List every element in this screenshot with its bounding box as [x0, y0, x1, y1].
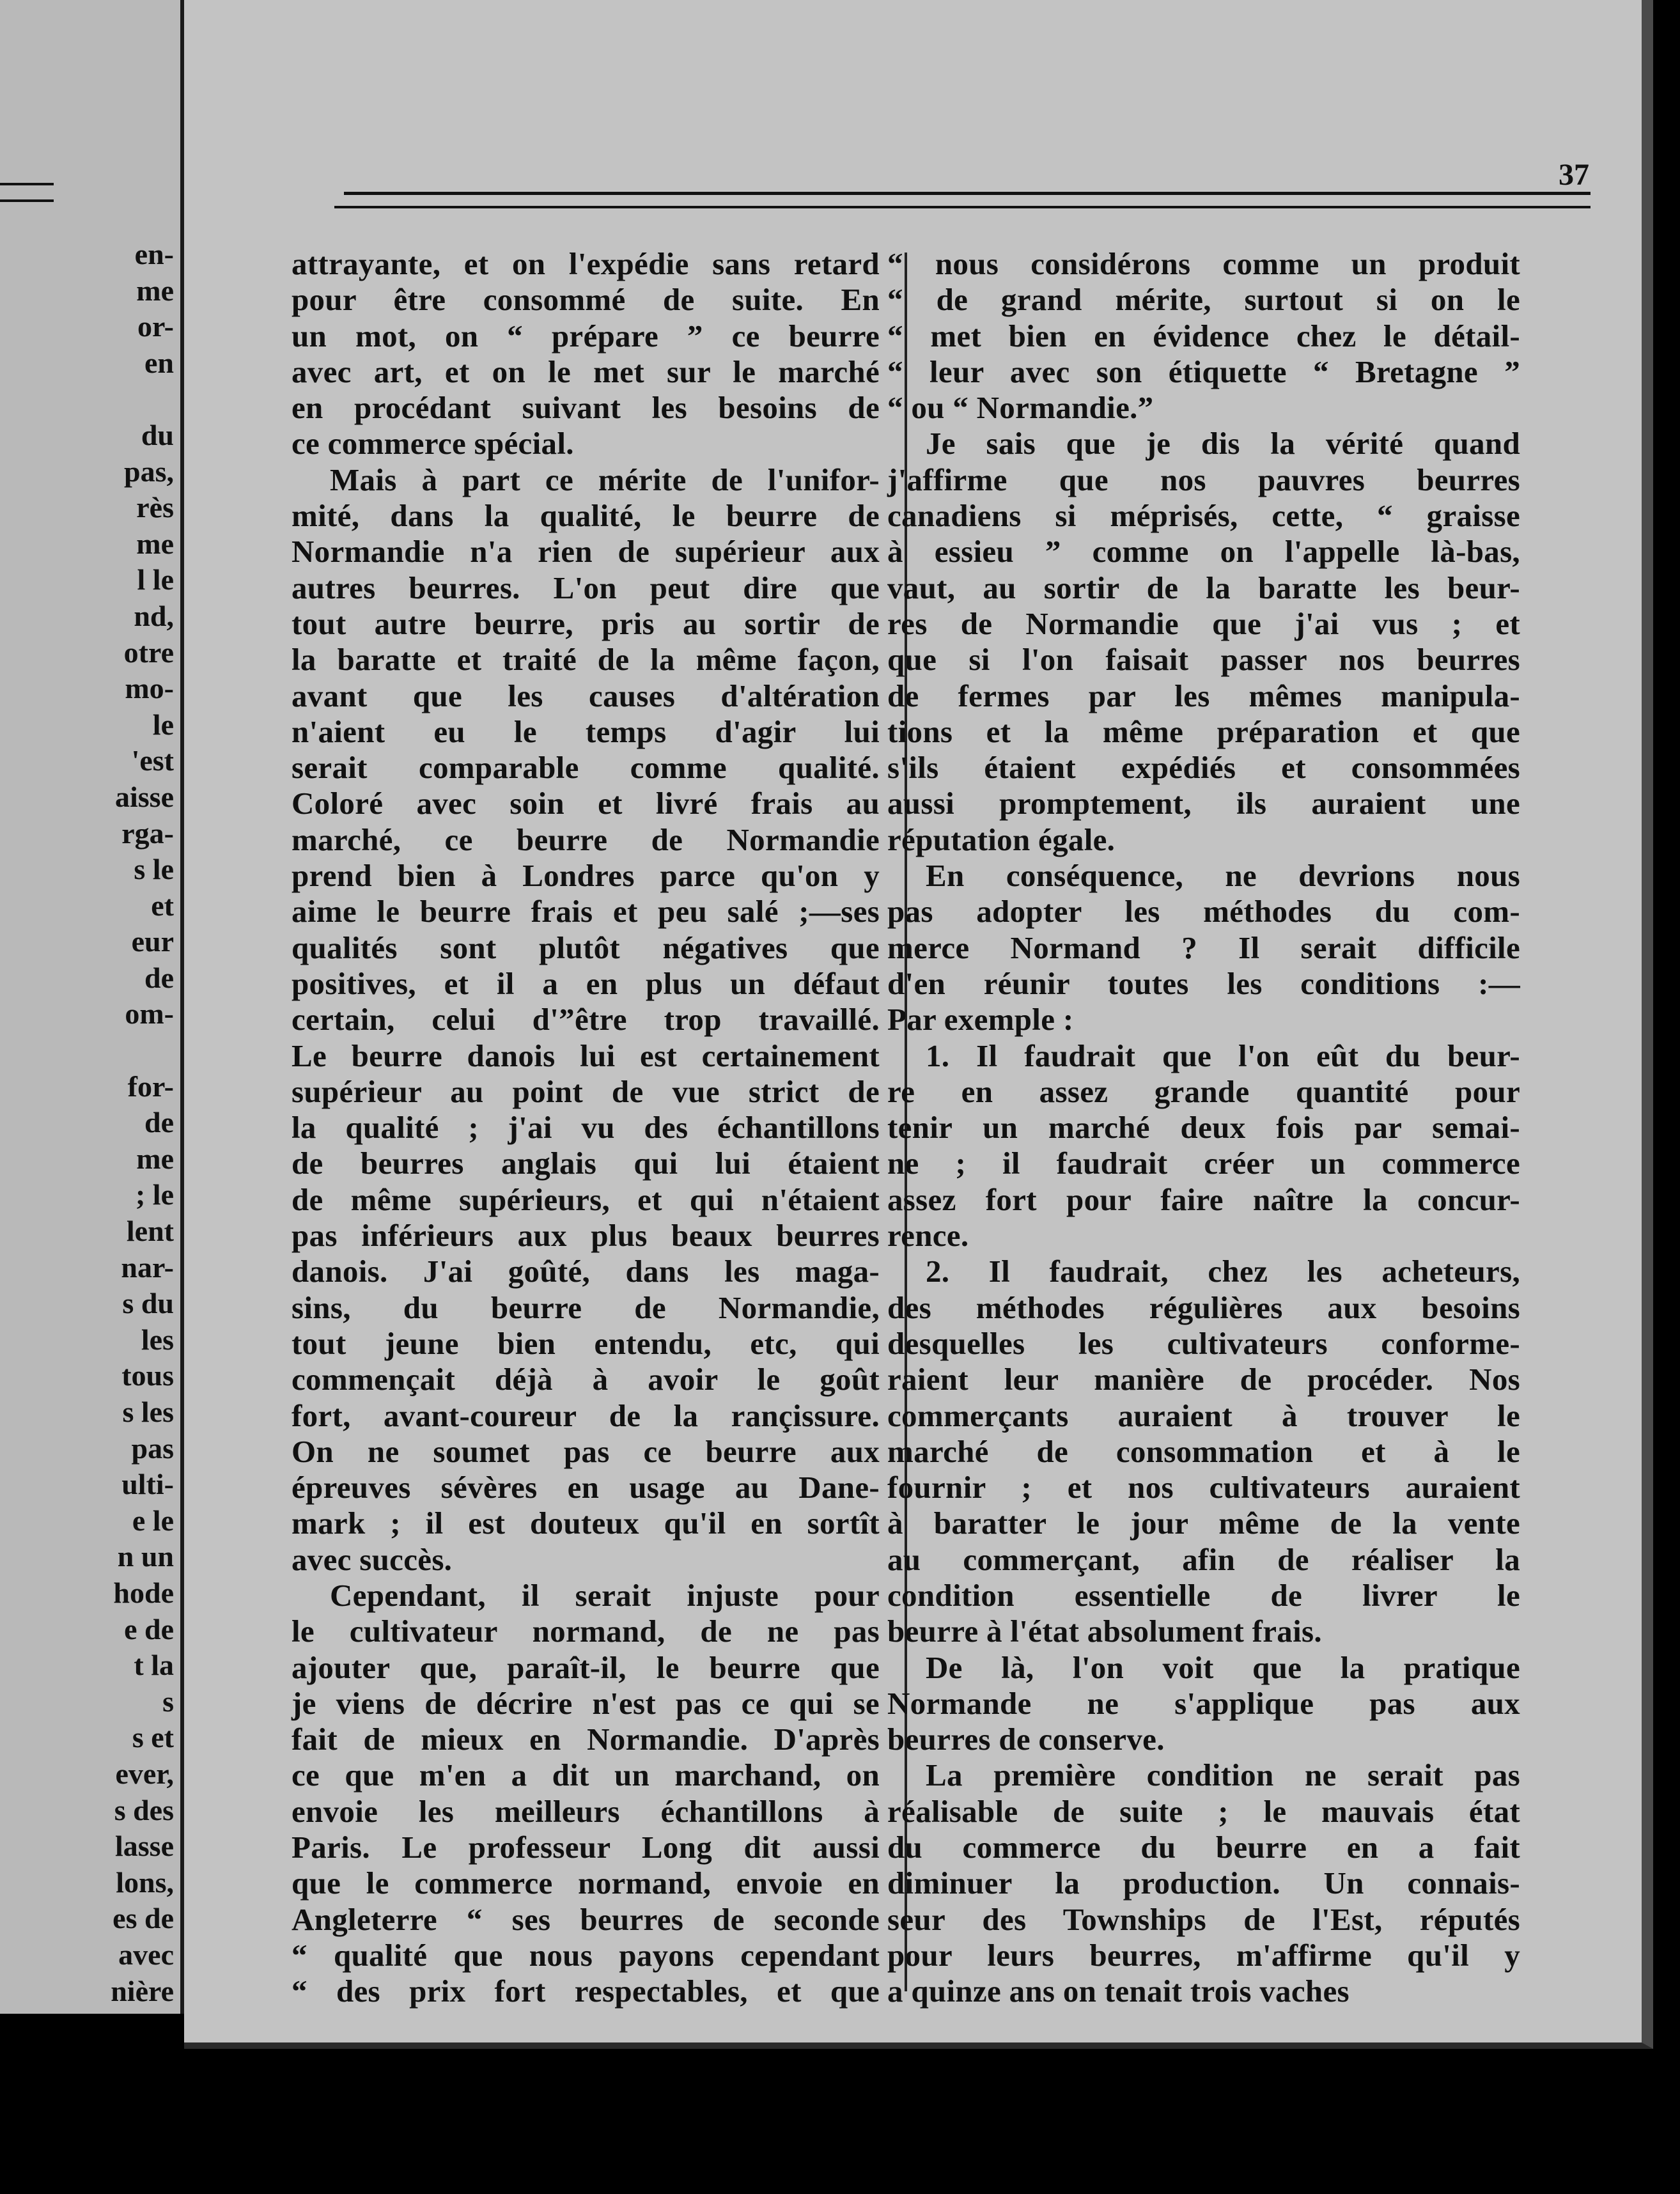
text-line: de fermes par les mêmes manipula-: [887, 678, 1520, 713]
previous-page-fragment: s du: [122, 1287, 174, 1320]
previous-page-fragment: ; le: [135, 1178, 174, 1211]
previous-page-fragment: aisse: [115, 780, 174, 813]
previous-page-fragment: les: [141, 1323, 174, 1356]
right-column-text: [887, 246, 1520, 2010]
previous-page-fragment: me: [136, 527, 174, 560]
text-line: mité, dans la qualité, le beurre de: [292, 498, 880, 534]
text-line: supérieur au point de vue strict de: [292, 1073, 880, 1109]
previous-page-fragment: nar-: [121, 1250, 174, 1284]
previous-page-fragment: me: [136, 1142, 174, 1175]
previous-page-fragment: om-: [125, 997, 174, 1031]
previous-page-fragment: hode: [113, 1576, 174, 1609]
text-line: envoie les meilleurs échantillons à: [292, 1793, 880, 1829]
text-line: pas inférieurs aux plus beaux beurres: [292, 1218, 880, 1254]
text-line: merce Normand ? Il serait difficile: [887, 930, 1520, 965]
previous-page-fragment: tous: [121, 1359, 174, 1392]
previous-page-fragment: otre: [123, 635, 174, 669]
text-line: raient leur manière de procéder. Nos: [887, 1362, 1520, 1397]
text-line: beurre à l'état absolument frais.: [887, 1614, 1322, 1649]
text-line: marché, ce beurre de Normandie: [292, 821, 880, 857]
text-line: le cultivateur normand, de ne pas: [292, 1614, 880, 1649]
header-rule: [344, 192, 1591, 195]
previous-page-edge: [0, 0, 184, 2014]
previous-page-fragment: [8, 381, 174, 417]
text-line: vaut, au sortir de la baratte les beur-: [887, 570, 1520, 605]
previous-page-fragment: es de: [113, 1902, 174, 1935]
text-line: la qualité ; j'ai vu des échantillons: [292, 1110, 880, 1146]
previous-page-fragment: le: [152, 708, 174, 741]
text-line: positives, et il a en plus un défaut: [292, 965, 880, 1001]
text-line: canadiens si méprisés, cette, “ graisse: [887, 498, 1520, 534]
previous-page-fragment: e le: [132, 1504, 174, 1537]
text-line: “ met bien en évidence chez le détail-: [887, 318, 1520, 354]
previous-page-fragment: for-: [127, 1070, 174, 1103]
previous-page-fragment: rès: [136, 491, 174, 524]
previous-page-fragment: pas,: [124, 455, 174, 488]
text-line: épreuves sévères en usage au Dane-: [292, 1470, 880, 1505]
text-line: Je sais que je dis la vérité quand: [926, 426, 1520, 462]
text-line: sins, du beurre de Normandie,: [292, 1289, 880, 1325]
previous-page-fragment: me: [136, 274, 174, 307]
previous-page-rule: [0, 183, 54, 185]
previous-page-fragment: ever,: [115, 1757, 174, 1790]
text-line: En conséquence, ne devrions nous: [926, 858, 1520, 894]
previous-page-fragment: avec: [118, 1938, 174, 1971]
text-line: condition essentielle de livrer le: [887, 1577, 1520, 1613]
text-line: à essieu ” comme on l'appelle là-bas,: [887, 534, 1520, 570]
previous-page-fragment: s des: [114, 1793, 174, 1826]
text-line: avant que les causes d'altération: [292, 678, 880, 713]
text-line: du commerce du beurre en a fait: [887, 1830, 1520, 1865]
text-line: On ne soumet pas ce beurre aux: [292, 1433, 880, 1469]
text-line: 2. Il faudrait, chez les acheteurs,: [926, 1254, 1520, 1289]
text-line: “ des prix fort respectables, et que: [292, 1973, 880, 2009]
text-line: de même supérieurs, et qui n'étaient: [292, 1181, 880, 1217]
text-line: tenir un marché deux fois par semai-: [887, 1110, 1520, 1146]
page: [184, 0, 1653, 2049]
text-line: ce que m'en a dit un marchand, on: [292, 1757, 880, 1793]
text-line: De là, l'on voit que la pratique: [926, 1649, 1520, 1685]
previous-page-fragment: s: [162, 1684, 174, 1718]
text-line: “ qualité que nous payons cependant: [292, 1937, 880, 1973]
text-line: un mot, on “ prépare ” ce beurre: [292, 318, 880, 354]
text-line: beurres de conserve.: [887, 1722, 1165, 1757]
previous-page-fragment: du: [141, 418, 174, 451]
previous-page-fragment: t la: [134, 1649, 174, 1682]
text-line: commerçants auraient à trouver le: [887, 1397, 1520, 1433]
text-line: pas adopter les méthodes du com-: [887, 894, 1520, 930]
text-line: “ nous considérons comme un produit: [887, 246, 1520, 281]
page-number: 37: [1559, 158, 1589, 192]
previous-page-fragment: lent: [126, 1215, 174, 1248]
previous-page-text-fragments: [8, 237, 174, 2009]
previous-page-fragment: l le: [137, 563, 174, 596]
text-line: “ ou “ Normandie.”: [887, 390, 1154, 426]
previous-page-fragment: rga-: [121, 816, 174, 850]
text-line: res de Normandie que j'ai vus ; et: [887, 605, 1520, 641]
text-line: Cependant, il serait injuste pour: [330, 1577, 880, 1613]
previous-page-fragment: s et: [132, 1721, 174, 1754]
text-line: n'aient eu le temps d'agir lui: [292, 713, 880, 749]
previous-page-fragment: 'est: [131, 744, 174, 777]
text-line: qualités sont plutôt négatives que: [292, 930, 880, 965]
previous-page-fragment: mo-: [125, 672, 174, 705]
text-line: certain, celui d'”être trop travaillé.: [292, 1002, 880, 1038]
text-line: Coloré avec soin et livré frais au: [292, 786, 880, 821]
left-column-text: [292, 246, 880, 2010]
previous-page-fragment: de: [144, 1106, 174, 1139]
text-line: autres beurres. L'on peut dire que: [292, 570, 880, 605]
previous-page-fragment: eur: [131, 925, 174, 958]
text-line: réalisable de suite ; le mauvais état: [887, 1793, 1520, 1829]
previous-page-rule: [0, 199, 54, 202]
text-line: a quinze ans on tenait trois vaches: [887, 1973, 1349, 2009]
text-line: marché de consommation et à le: [887, 1433, 1520, 1469]
text-line: des méthodes régulières aux besoins: [887, 1289, 1520, 1325]
text-line: assez fort pour faire naître la concur-: [887, 1181, 1520, 1217]
text-line: ne ; il faudrait créer un commerce: [887, 1146, 1520, 1181]
previous-page-fragment: or-: [137, 310, 174, 343]
previous-page-fragment: s le: [134, 853, 174, 886]
previous-page-fragment: e de: [124, 1612, 174, 1646]
text-line: j'affirme que nos pauvres beurres: [887, 462, 1520, 497]
text-line: de beurres anglais qui lui étaient: [292, 1146, 880, 1181]
text-line: ajouter que, paraît-il, le beurre que: [292, 1649, 880, 1685]
text-line: fait de mieux en Normandie. D'après: [292, 1722, 880, 1757]
text-line: à baratter le jour même de la vente: [887, 1505, 1520, 1541]
text-line: attrayante, et on l'expédie sans retard: [292, 246, 880, 281]
previous-page-fragment: en: [144, 346, 174, 379]
text-line: seur des Townships de l'Est, réputés: [887, 1901, 1520, 1937]
text-line: au commerçant, afin de réaliser la: [887, 1541, 1520, 1577]
text-line: Mais à part ce mérite de l'unifor-: [330, 462, 880, 497]
previous-page-fragment: en-: [134, 238, 174, 270]
text-line: prend bien à Londres parce qu'on y: [292, 858, 880, 894]
text-line: Le beurre danois lui est certainement: [292, 1038, 880, 1073]
text-line: la baratte et traité de la même façon,: [292, 642, 880, 678]
text-line: 1. Il faudrait que l'on eût du beur-: [926, 1038, 1520, 1073]
text-line: s'ils étaient expédiés et consommées: [887, 750, 1520, 786]
text-line: fournir ; et nos cultivateurs auraient: [887, 1470, 1520, 1505]
text-line: “ de grand mérite, surtout si on le: [887, 282, 1520, 318]
previous-page-fragment: pas: [131, 1431, 174, 1465]
text-line: d'en réunir toutes les conditions :—: [887, 965, 1520, 1001]
text-line: avec succès.: [292, 1541, 453, 1577]
text-line: fort, avant-coureur de la rançissure.: [292, 1397, 880, 1433]
text-line: pour leurs beurres, m'affirme qu'il y: [887, 1937, 1520, 1973]
text-line: que le commerce normand, envoie en: [292, 1865, 880, 1901]
previous-page-fragment: lons,: [116, 1865, 174, 1899]
text-line: desquelles les cultivateurs conforme-: [887, 1325, 1520, 1361]
text-line: danois. J'ai goûté, dans les maga-: [292, 1254, 880, 1289]
previous-page-fragment: et: [151, 889, 174, 922]
previous-page-fragment: ulti-: [121, 1468, 174, 1501]
text-line: en procédant suivant les besoins de: [292, 390, 880, 426]
previous-page-fragment: s les: [122, 1396, 174, 1428]
text-line: pour être consommé de suite. En: [292, 282, 880, 318]
previous-page-fragment: nd,: [134, 599, 174, 632]
text-line: je viens de décrire n'est pas ce qui se: [292, 1685, 880, 1721]
text-line: tions et la même préparation et que: [887, 713, 1520, 749]
text-line: Normandie n'a rien de supérieur aux: [292, 534, 880, 570]
text-line: mark ; il est douteux qu'il en sortît: [292, 1505, 880, 1541]
text-line: diminuer la production. Un connais-: [887, 1865, 1520, 1901]
text-line: tout autre beurre, pris au sortir de: [292, 605, 880, 641]
text-line: Angleterre “ ses beurres de seconde: [292, 1901, 880, 1937]
previous-page-fragment: de: [144, 961, 174, 994]
previous-page-fragment: n un: [117, 1540, 174, 1573]
text-line: “ leur avec son étiquette “ Bretagne ”: [887, 354, 1520, 389]
text-line: Normande ne s'applique pas aux: [887, 1685, 1520, 1721]
text-line: serait comparable comme qualité.: [292, 750, 880, 786]
text-line: rence.: [887, 1218, 969, 1254]
previous-page-fragment: lasse: [115, 1830, 174, 1863]
text-line: que si l'on faisait passer nos beurres: [887, 642, 1520, 678]
text-line: ce commerce spécial.: [292, 426, 574, 462]
text-line: Par exemple :: [887, 1002, 1074, 1038]
text-line: aussi promptement, ils auraient une: [887, 786, 1520, 821]
text-line: tout jeune bien entendu, etc, qui: [292, 1325, 880, 1361]
previous-page-fragment: nière: [111, 1974, 174, 2007]
text-line: aime le beurre frais et peu salé ;—ses: [292, 894, 880, 930]
text-line: La première condition ne serait pas: [926, 1757, 1520, 1793]
text-line: réputation égale.: [887, 821, 1116, 857]
text-line: avec art, et on le met sur le marché: [292, 354, 880, 389]
text-line: re en assez grande quantité pour: [887, 1073, 1520, 1109]
text-line: commençait déjà à avoir le goût: [292, 1362, 880, 1397]
header-rule: [334, 206, 1591, 208]
previous-page-fragment: [8, 1032, 174, 1069]
text-line: Paris. Le professeur Long dit aussi: [292, 1830, 880, 1865]
